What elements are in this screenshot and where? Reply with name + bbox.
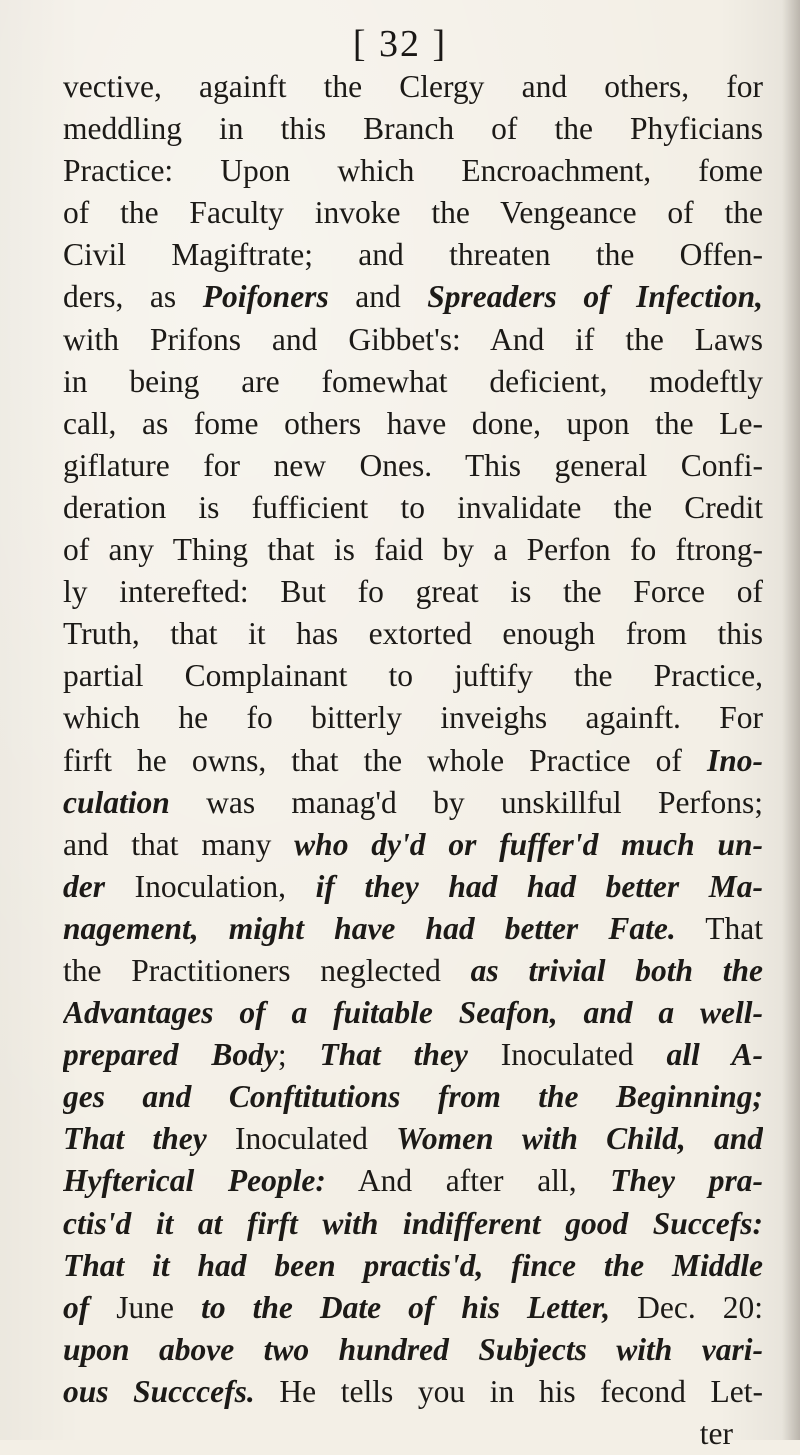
italic-text-run: who dy'd or fuffer'd much un- (294, 826, 763, 862)
text-run: the Practitioners neglected (63, 952, 471, 988)
italic-text-run: That they (63, 1121, 207, 1157)
italic-text-run: They pra- (610, 1163, 763, 1199)
text-run: And after all, (325, 1163, 611, 1199)
italic-text-run: of (63, 1289, 90, 1325)
text-run: Truth, that it has extorted enough from this (63, 616, 763, 652)
text-line (63, 445, 763, 487)
text-line (63, 824, 763, 866)
text-run: Civil Magiftrate; and threaten the Offen- (63, 237, 763, 273)
italic-text-run: all A- (666, 1037, 763, 1073)
text-line (63, 992, 763, 1034)
italic-text-run: That it had been practis'd, fince the Middle (63, 1247, 763, 1283)
italic-text-run: ges and Conftitutions from the Beginning; (63, 1079, 763, 1115)
italic-text-run: That they (319, 1037, 468, 1073)
text-line (63, 1287, 763, 1329)
text-line (63, 1034, 763, 1076)
text-line (63, 782, 763, 824)
text-run: which he fo bitterly inveighs againft. For (63, 700, 763, 736)
text-run: of any Thing that is faid by a Perfon fo ftrong- (63, 532, 763, 568)
text-line (63, 571, 763, 613)
text-run: meddling in this Branch of the Phyficians (63, 111, 763, 147)
text-line (63, 361, 763, 403)
text-line (63, 1203, 763, 1245)
text-run: June (89, 1289, 202, 1325)
italic-text-run: nagement, might have had better Fate. (63, 910, 676, 946)
text-line (63, 908, 763, 950)
italic-text-run: culation (63, 784, 170, 820)
text-line (63, 108, 763, 150)
text-run: vective, againft the Clergy and others, for (63, 69, 763, 104)
text-run: giflature for new Ones. This general Confi- (63, 447, 763, 483)
text-run: with Prifons and Gibbet's: And if the Laws (63, 321, 763, 357)
italic-text-run: ctis'd it at firft with indifferent good Succefs: (63, 1205, 763, 1241)
text-run: ders, as (63, 279, 203, 315)
text-run: ter (699, 1416, 733, 1451)
italic-text-run: Spreaders of Infection, (427, 279, 763, 315)
text-run: ; (277, 1037, 320, 1073)
text-line (63, 866, 763, 908)
text-run: Inoculated (206, 1121, 397, 1157)
text-line (63, 697, 763, 739)
text-run: ly interefted: But fo great is the Force of (63, 574, 763, 610)
text-run: Inoculation, (105, 868, 316, 904)
text-line (63, 234, 763, 276)
text-run: Practice: Upon which Encroachment, fome (63, 153, 763, 189)
text-line (63, 1371, 763, 1413)
text-line (63, 1329, 763, 1371)
text-line (63, 487, 763, 529)
text-run: of the Faculty invoke the Vengeance of the (63, 195, 763, 231)
text-line (63, 950, 763, 992)
text-line (63, 1413, 763, 1455)
text-run: and that many (63, 826, 295, 862)
text-run: firft he owns, that the whole Practice of (63, 742, 707, 778)
text-line (63, 613, 763, 655)
body-text (63, 66, 763, 1455)
text-line (63, 740, 763, 782)
italic-text-run: Ino- (706, 742, 763, 778)
italic-text-run: if they had had better Ma- (315, 868, 763, 904)
text-run: He tells you in his fecond Let- (254, 1373, 763, 1409)
italic-text-run: Poifoners (202, 279, 329, 315)
italic-text-run: as trivial both the (470, 952, 763, 988)
italic-text-run: ous Succcefs. (63, 1373, 255, 1409)
text-run: call, as fome others have done, upon the Le- (63, 405, 763, 441)
text-line (63, 529, 763, 571)
text-line (63, 1245, 763, 1287)
text-run: Dec. 20: (610, 1289, 763, 1325)
page-number: [ 32 ] (352, 23, 448, 65)
italic-text-run: upon above two hundred Subjects with vari- (63, 1331, 763, 1367)
text-line (63, 1118, 763, 1160)
text-run: was manag'd by unskillful Perfons; (169, 784, 763, 820)
text-line (63, 1160, 763, 1202)
italic-text-run: der (63, 868, 105, 904)
italic-text-run: prepared Body (63, 1037, 278, 1073)
text-line (63, 655, 763, 697)
text-line (63, 150, 763, 192)
text-run: Inoculated (467, 1037, 667, 1073)
text-run: and (328, 279, 428, 315)
text-line (63, 1076, 763, 1118)
text-line (63, 192, 763, 234)
text-run: That (675, 910, 763, 946)
italic-text-run: Hyfterical People: (63, 1163, 326, 1199)
text-line (63, 66, 763, 108)
italic-text-run: Advantages of a fuitable Seafon, and a well- (63, 995, 763, 1031)
italic-text-run: to the Date of his Letter, (201, 1289, 611, 1325)
italic-text-run: Women with Child, and (396, 1121, 763, 1157)
text-line (63, 276, 763, 318)
text-line (63, 319, 763, 361)
text-run: in being are fomewhat deficient, modeftly (63, 363, 763, 399)
text-line (63, 403, 763, 445)
text-run: deration is fufficient to invalidate the Credit (63, 489, 763, 525)
page-edge-shadow (782, 0, 800, 1440)
text-run: partial Complainant to juftify the Practice, (63, 658, 763, 694)
